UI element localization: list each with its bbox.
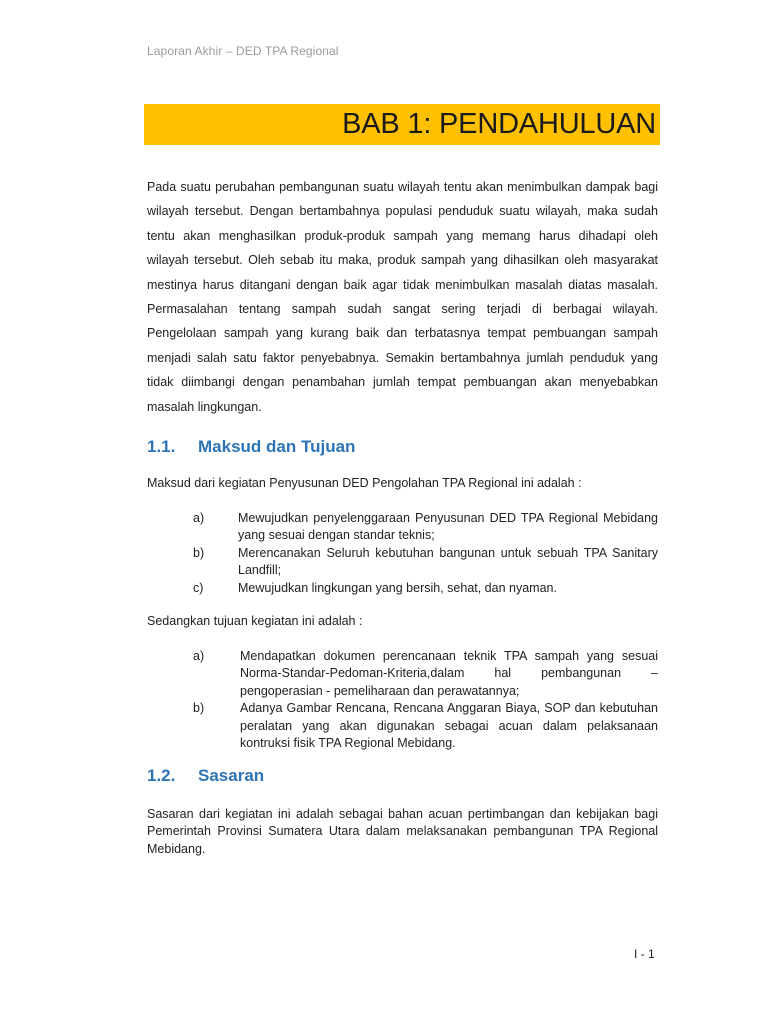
chapter-title-band xyxy=(144,104,660,145)
maksud-intro: Maksud dari kegiatan Penyusunan DED Pengolahan TPA Regional ini adalah : xyxy=(147,476,582,491)
list-marker: a) xyxy=(193,648,205,663)
list-item xyxy=(193,648,658,701)
list-item-text: Merencanakan Seluruh kebutuhan bangunan untuk sebuah TPA Sanitary Landfill; xyxy=(238,545,658,578)
list-item-text: Mewujudkan lingkungan yang bersih, sehat, dan nyaman. xyxy=(238,580,557,595)
list-marker: c) xyxy=(193,580,204,595)
section-title: Sasaran xyxy=(198,765,265,785)
intro-paragraph: Pada suatu perubahan pembangunan suatu wilayah tentu akan menimbulkan dampak bagi wilayah tersebut. Dengan bertambahnya populasi penduduk suatu wilayah, maka sudah tentu akan menghasilkan produk-produk sampah yang memang harus dihadapi oleh wilayah tersebut. Oleh sebab itu maka, produk sampah yang dihasilkan oleh masyarakat mestinya harus ditangani dengan baik agar tidak menimbulkan masalah diatas masalah. Permasalahan tentang sampah sudah sangat sering terjadi di berbagai wilayah. Pengelolaan sampah yang kurang baik dan terbatasnya tempat pembuangan sampah menjadi salah satu faktor penyebabnya. Semakin bertambahnya jumlah penduduk yang tidak diimbangi dengan penambahan jumlah tempat pembuangan akan menyebabkan masalah lingkungan. xyxy=(147,180,658,414)
section-number: 1.2. xyxy=(147,765,176,785)
section-title: Maksud dan Tujuan xyxy=(198,437,356,457)
list-item xyxy=(193,510,658,545)
list-item-text: Mewujudkan penyelenggaraan Penyusunan DED TPA Regional Mebidang yang sesuai dengan standar teknis; xyxy=(238,510,658,543)
page-number: I - 1 xyxy=(634,947,655,961)
section-heading-maksud-tujuan xyxy=(147,437,658,457)
chapter-title: BAB 1: PENDAHULUAN xyxy=(342,108,656,140)
list-marker: b) xyxy=(193,701,205,716)
list-item-text: Mendapatkan dokumen perencanaan teknik TPA sampah yang sesuai Norma-Standar-Pedoman-Kriteria,dalam hal pembangunan – pengoperasian - pemeliharaan dan perawatannya; xyxy=(240,648,658,698)
maksud-list xyxy=(147,510,658,598)
page-content xyxy=(147,175,658,858)
section-heading-sasaran xyxy=(147,766,658,786)
tujuan-list xyxy=(147,648,658,753)
running-header: Laporan Akhir – DED TPA Regional xyxy=(147,44,339,58)
sasaran-paragraph: Sasaran dari kegiatan ini adalah sebagai bahan acuan pertimbangan dan kebijakan bagi Pemerintah Provinsi Sumatera Utara dalam melaksanakan pembangunan TPA Regional Mebidang. xyxy=(147,806,658,856)
section-number: 1.1. xyxy=(147,437,176,457)
tujuan-intro: Sedangkan tujuan kegiatan ini adalah : xyxy=(147,614,363,629)
list-item xyxy=(193,580,658,598)
list-marker: b) xyxy=(193,545,205,560)
list-item-text: Adanya Gambar Rencana, Rencana Anggaran Biaya, SOP dan kebutuhan peralatan yang akan digunakan sebagai acuan dalam pelaksanaan kontruksi fisik TPA Regional Mebidang. xyxy=(240,701,658,751)
list-item xyxy=(193,700,658,753)
list-marker: a) xyxy=(193,510,205,525)
list-item xyxy=(193,545,658,580)
